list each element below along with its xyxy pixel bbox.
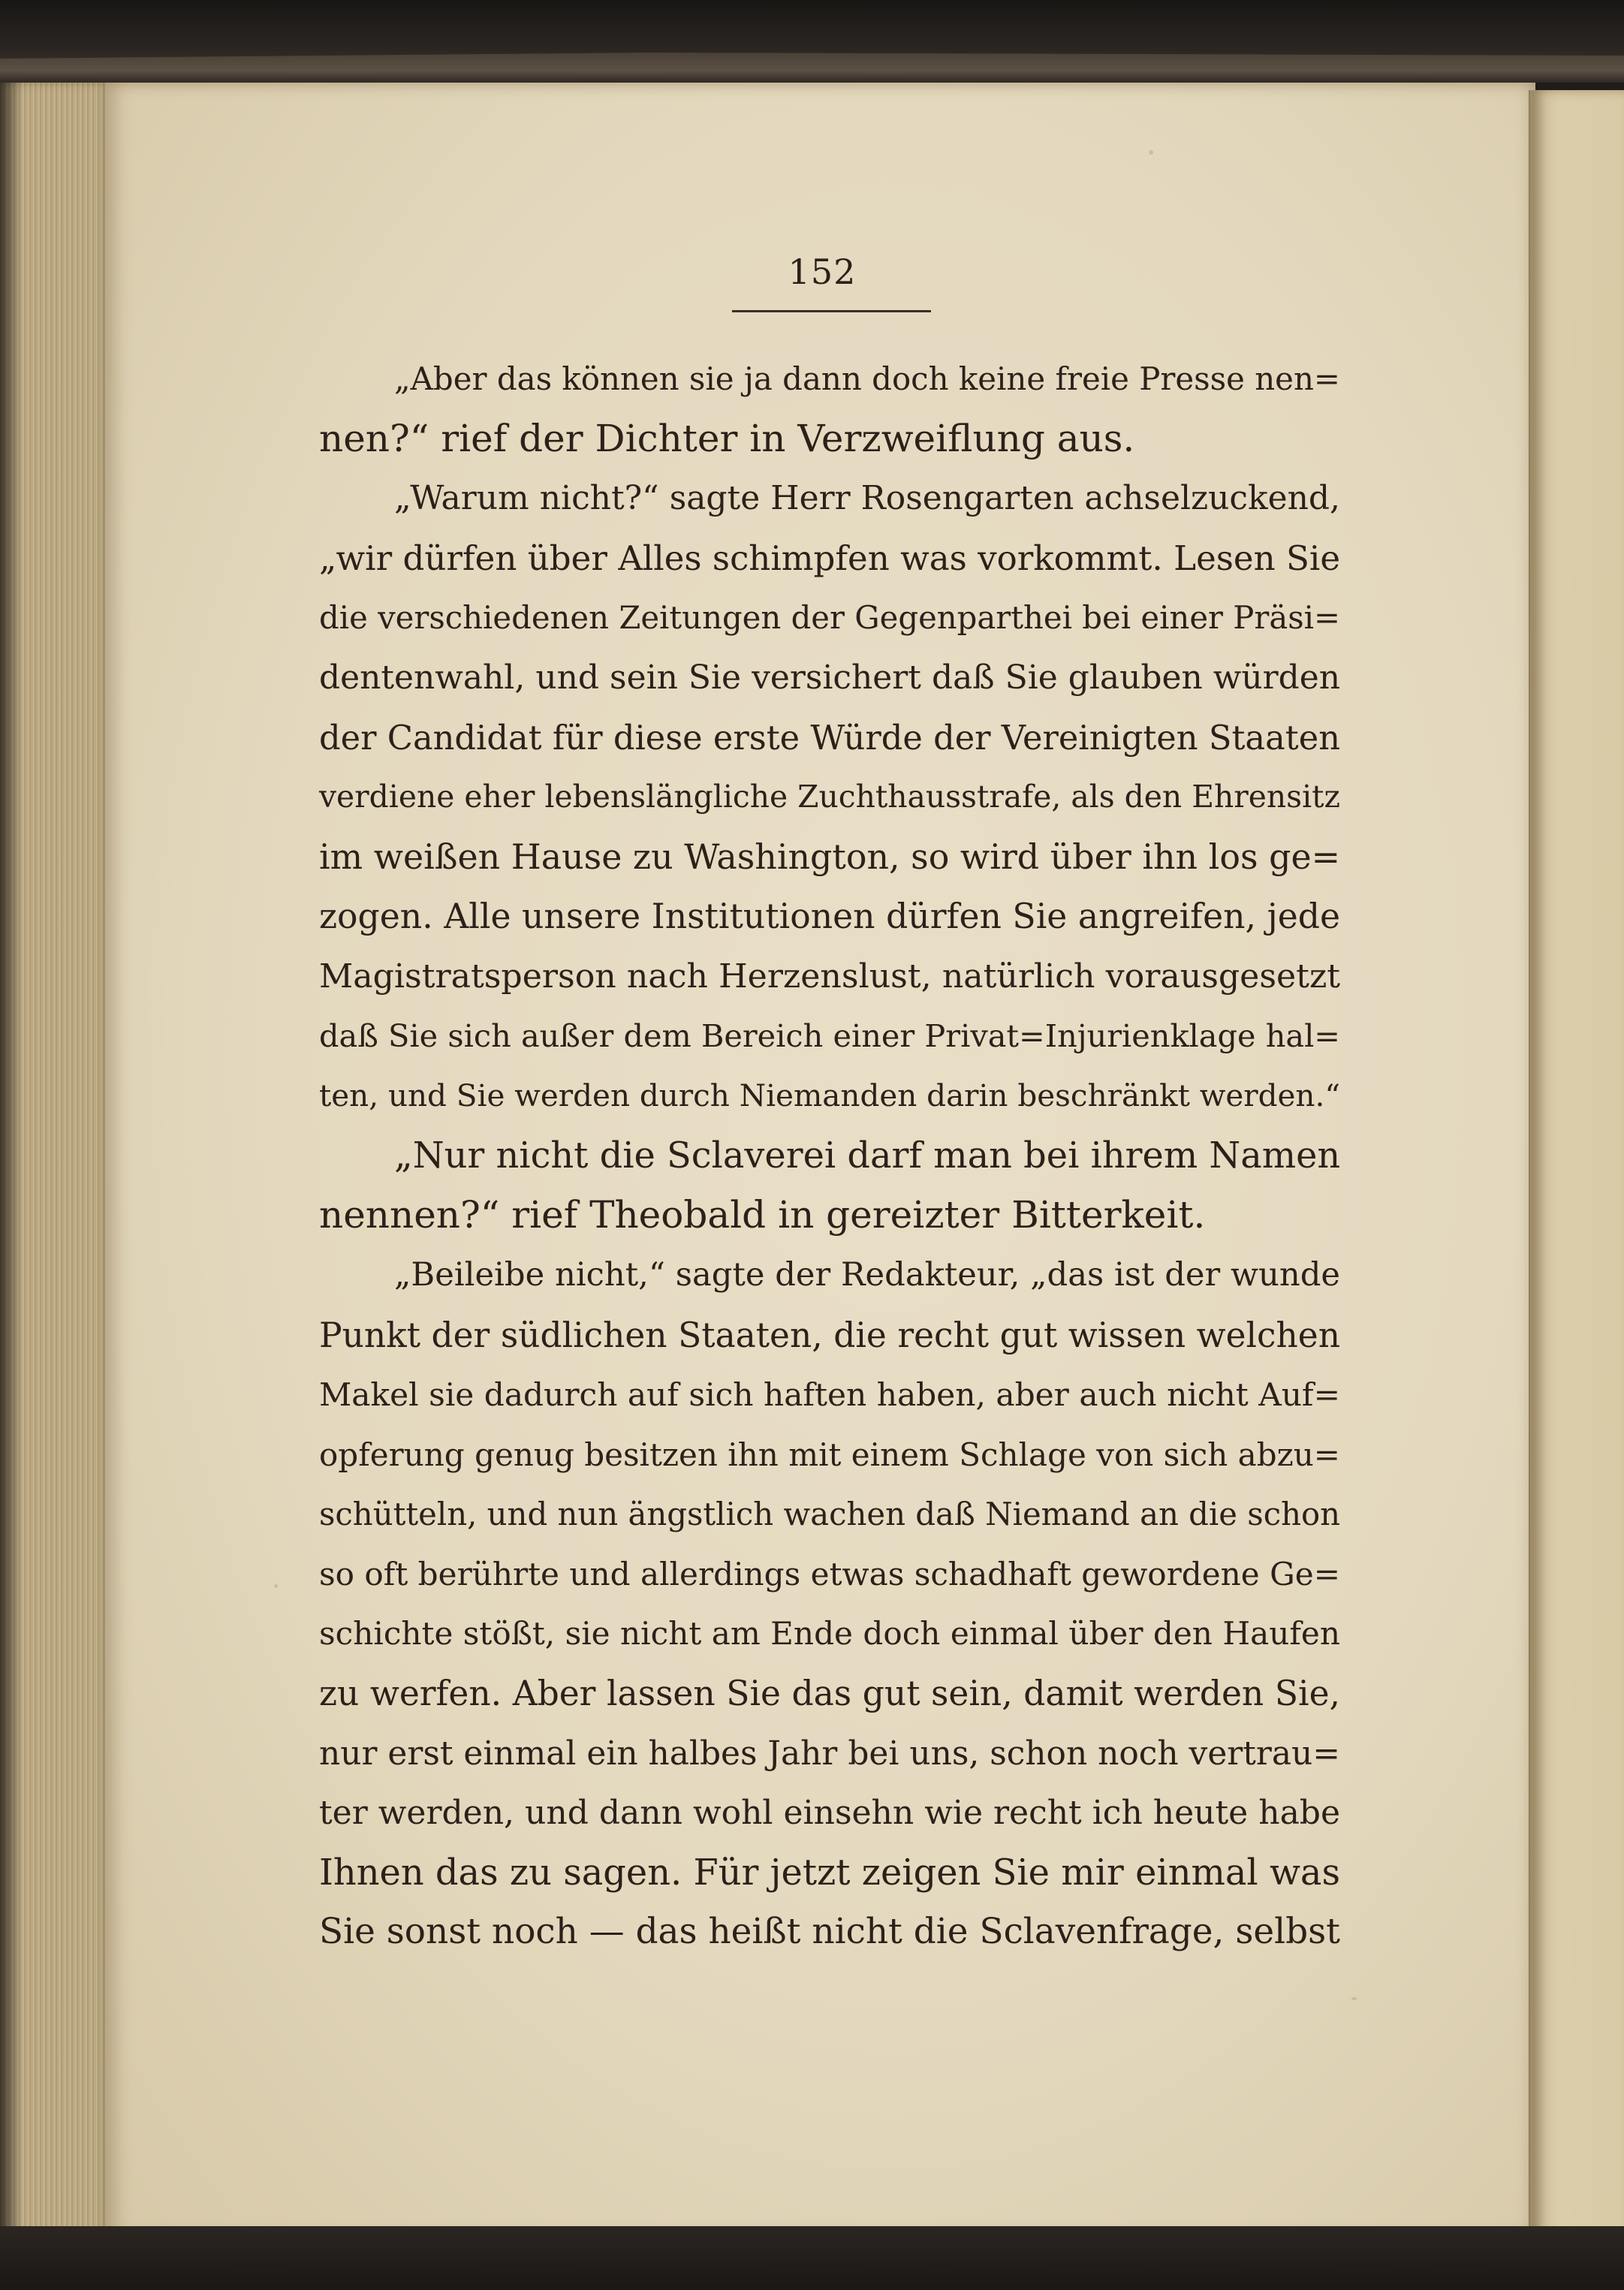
- text-line: „wir dürfen über Alles schimpfen was vorkommt. Lesen Sie: [319, 538, 1340, 578]
- text-line: ten, und Sie werden durch Niemanden darin beschränkt werden.“: [319, 1077, 1340, 1114]
- text-line: schichte stößt, sie nicht am Ende doch einmal über den Haufen: [319, 1615, 1340, 1653]
- text-line: „Nur nicht die Sclaverei darf man bei ihrem Namen: [394, 1134, 1341, 1177]
- page-edges-shadow: [0, 83, 23, 2237]
- text-line: daß Sie sich außer dem Bereich einer Privat=Injurienklage hal=: [319, 1017, 1340, 1054]
- text-line: opferung genug besitzen ihn mit einem Schlage von sich abzu=: [319, 1436, 1340, 1473]
- body-text: [319, 349, 1340, 1963]
- book-cover-bottom: [0, 2226, 1624, 2290]
- text-line: „Beileibe nicht,“ sagte der Redakteur, „das ist der wunde: [394, 1255, 1340, 1294]
- text-line: zogen. Alle unsere Institutionen dürfen Sie angreifen, jede: [319, 896, 1340, 937]
- paper-stain: [1351, 1997, 1357, 2000]
- cover-board-edge: [0, 53, 1624, 83]
- header-rule: [732, 310, 931, 312]
- text-line: der Candidat für diese erste Würde der Vereinigten Staaten: [319, 717, 1340, 758]
- text-line: dentenwahl, und sein Sie versichert daß Sie glauben würden: [319, 658, 1340, 697]
- text-line: nen?“ rief der Dichter in Verzweiflung aus.: [319, 416, 1135, 460]
- page-number: 152: [788, 252, 857, 292]
- text-line: im weißen Hause zu Washington, so wird über ihn los ge=: [319, 836, 1341, 877]
- text-line: nennen?“ rief Theobald in gereizter Bitterkeit.: [319, 1193, 1206, 1237]
- paper-stain: [1149, 150, 1153, 155]
- text-line: „Aber das können sie ja dann doch keine freie Presse nen=: [394, 360, 1340, 397]
- text-line: ter werden, und dann wohl einsehn wie recht ich heute habe: [319, 1794, 1340, 1833]
- paper-stain: [274, 1584, 278, 1588]
- text-line: Sie sonst noch — das heißt nicht die Sclavenfrage, selbst: [319, 1912, 1340, 1953]
- text-line: Magistratsperson nach Herzenslust, natürlich vorausgesetzt: [319, 957, 1340, 996]
- text-line: Makel sie dadurch auf sich haften haben, aber auch nicht Auf=: [319, 1376, 1340, 1414]
- text-line: zu werfen. Aber lassen Sie das gut sein, damit werden Sie,: [319, 1674, 1340, 1714]
- text-line: „Warum nicht?“ sagte Herr Rosengarten achselzuckend,: [394, 479, 1340, 518]
- text-line: die verschiedenen Zeitungen der Gegenparthei bei einer Präsi=: [319, 599, 1340, 637]
- text-line: schütteln, und nun ängstlich wachen daß Niemand an die schon: [319, 1496, 1340, 1533]
- text-line: verdiene eher lebenslängliche Zuchthausstrafe, als den Ehrensitz: [319, 779, 1340, 815]
- text-line: Punkt der südlichen Staaten, die recht gut wissen welchen: [319, 1315, 1340, 1355]
- facing-page-edge: [1532, 90, 1624, 2237]
- text-line: nur erst einmal ein halbes Jahr bei uns, schon noch vertrau=: [319, 1734, 1340, 1773]
- text-line: Ihnen das zu sagen. Für jetzt zeigen Sie mir einmal was: [319, 1852, 1340, 1894]
- text-line: so oft berührte und allerdings etwas schadhaft gewordene Ge=: [319, 1555, 1340, 1592]
